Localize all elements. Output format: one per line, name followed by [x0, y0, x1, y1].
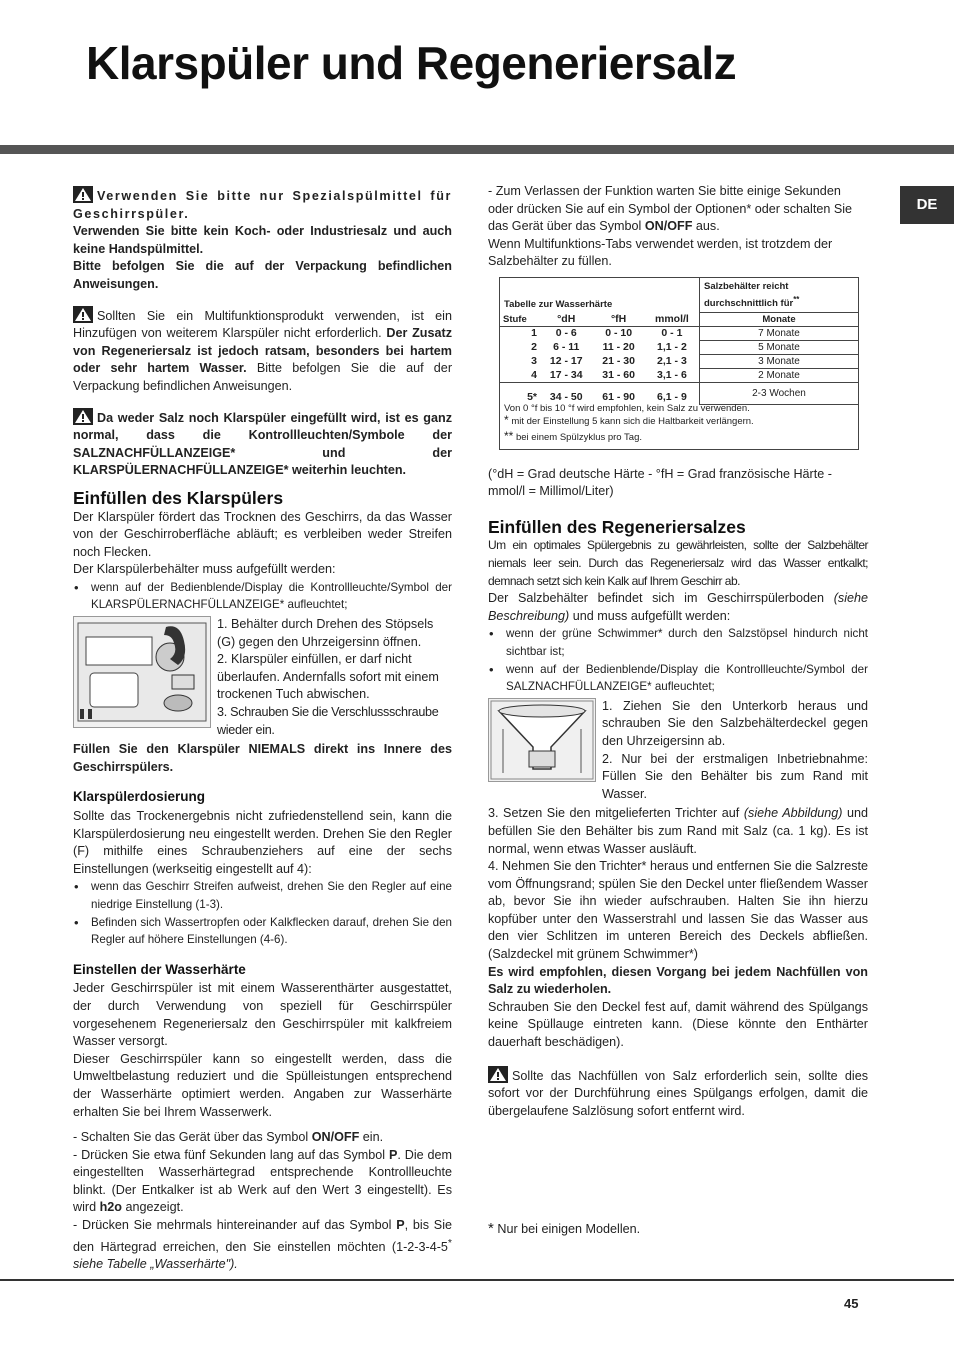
- multitabs-text: Wenn Multifunktions-Tabs verwendet werden, ist trotzdem der Salzbehälter zu füllen.: [488, 236, 833, 269]
- dosage-text: Sollte das Trockenergebnis nicht zufriedenstellend sein, kann die Klarspülerdosierung neu eingestellt werden. Drehen Sie den Regler (F) mithilfe eines Schraubenziehers auf eine der sechs Einstellungen (werkseitig eingestellt auf 4):: [73, 809, 452, 876]
- warning-block-3: [73, 408, 452, 480]
- table-note-1: Von 0 °f bis 10 °f wird empfohlen, kein Salz zu verwenden.: [504, 402, 750, 414]
- warning-1-line-3: Bitte befolgen Sie die auf der Verpackung befindlichen Anweisungen.: [73, 259, 452, 291]
- water-hardness-text-2: Dieser Geschirrspüler kann so eingestellt werden, dass die Umweltbelastung reduziert und die Spülleistungen entsprechend der Wasserhärte optimiert werden. Angaben zur Wasserhärte erhalten Sie bei Ihrem Wasserwerk.: [73, 1051, 452, 1119]
- table-cell-level: 5*: [500, 383, 541, 405]
- table-row: [500, 355, 859, 369]
- heading-fill-rinse-aid: Einfüllen des Klarspülers: [73, 487, 284, 508]
- water-hardness-text-1: Jeder Geschirrspüler ist mit einem Wasserenthärter ausgestattet, der durch Verwendung von speziell für Geschirrspüler vorgesehenem Regeneriersalz den Geschirrspüler mit kalkfreiem Wasser versorgt.: [73, 981, 452, 1049]
- water-hardness-table: [499, 277, 859, 450]
- table-cell-mmol: 0 - 1: [661, 327, 683, 340]
- warning-icon: [73, 186, 93, 203]
- warning-block-2: [73, 306, 452, 396]
- page-title: Klarspüler und Regeneriersalz: [86, 37, 737, 89]
- rinse-aid-step-3: 3. Schrauben Sie die Verschlussschraube wieder ein.: [217, 705, 439, 737]
- heading-water-hardness: Einstellen der Wasserhärte: [73, 961, 246, 977]
- water-hardness-step-3: - Drücken Sie mehrmals hintereinander auf das Symbol P, bis Sie den Härtegrad erreichen, den Sie einstellen möchten (1-2-3-4-5* siehe Tabelle „Wasserhärte").: [73, 1218, 453, 1272]
- footnote: * Nur bei einigen Modellen.: [488, 1220, 641, 1237]
- table-cell-fh: 0 - 10: [605, 327, 633, 340]
- language-tab: DE: [900, 186, 954, 224]
- table-cell-fh: 11 - 20: [602, 340, 635, 353]
- table-cell-dh: 12 - 17: [549, 354, 583, 367]
- table-note-3: ** bei einem Spülzyklus pro Tag.: [504, 428, 643, 443]
- dosage-bullet-2: • Befinden sich Wassertropfen oder Kalkflecken darauf, drehen Sie den Regler auf höhere Einstellungen (4-6).: [73, 914, 452, 949]
- salt-bullet-1: • wenn der grüne Schwimmer* durch den Salzstöpsel hindurch nicht sichtbar ist;: [488, 625, 868, 660]
- warning-icon: [73, 306, 93, 323]
- rinse-aid-step-2: 2. Klarspüler einfüllen, er darf nicht überlaufen. Andernfalls sofort mit einem trockenen Tuch abwischen.: [217, 652, 439, 702]
- table-note-2: * mit der Einstellung 5 kann sich die Haltbarkeit verlängern.: [504, 412, 754, 427]
- salt-warning: Sollte das Nachfüllen von Salz erforderlich sein, sollte dies sofort vor der Durchführung eines Spülgangs erfolgen, damit die übergelaufene Salzlösung sofort entfernt wird.: [488, 1066, 868, 1121]
- heading-dosage: Klarspülerdosierung: [73, 789, 206, 805]
- units-note: (°dH = Grad deutsche Härte - °fH = Grad französische Härte - mmol/l = Millimol/Liter): [488, 466, 832, 499]
- table-row: [500, 327, 859, 341]
- salt-step-2: 2. Nur bei der erstmaligen Inbetriebnahme: Füllen Sie den Behälter bis zum Rand mit Wasser.: [602, 751, 868, 801]
- warning-3-text: Da weder Salz noch Klarspüler eingefüllt wird, ist es ganz normal, dass die Kontrollleuchten/Symbole der SALZNACHFÜLLANZEIGE* und der KLARSPÜLERNACHFÜLLANZEIGE* weiterhin leuchten.: [73, 410, 452, 478]
- table-header-dh: °dH: [540, 313, 592, 327]
- table-cell-fh: 61 - 90: [592, 383, 644, 405]
- heading-fill-salt: Einfüllen des Regeneriersalzes: [488, 516, 746, 537]
- table-row: [500, 341, 859, 355]
- table-header-fh: °fH: [592, 313, 644, 327]
- warning-2-text: Sollten Sie ein Multifunktionsprodukt verwenden, ist ein Hinzufügen von weiterem Klarspüler nicht erforderlich.: [73, 308, 452, 341]
- table-caption: Tabelle zur Wasserhärte: [500, 277, 700, 312]
- header-divider: [0, 145, 954, 154]
- table-row: [500, 383, 859, 405]
- table-row: [500, 369, 859, 383]
- salt-close-cap-text: Schrauben Sie den Deckel fest auf, damit während des Spülgangs keine Spüllauge eintreten kann. (Diese könnte den Enthärter dauerhaft beschädigen).: [488, 999, 868, 1050]
- salt-step-1: 1. Ziehen Sie den Unterkorb heraus und schrauben Sie den Salzbehälterdeckel gegen den Uhrzeigersinn ab.: [602, 698, 868, 748]
- table-cell-mmol: 1,1 - 2: [657, 340, 687, 353]
- table-header-mmol: mmol/l: [645, 313, 700, 327]
- table-header-level: Stufe: [500, 313, 541, 327]
- warning-1-line-1: Verwenden Sie bitte nur Spezialspülmittel für Geschirrspüler.: [73, 189, 452, 221]
- table-cell-fh: 21 - 30: [602, 354, 635, 367]
- table-cell-mmol: 6,1 - 9: [645, 383, 700, 405]
- rinse-aid-dispenser-illustration: [73, 616, 211, 728]
- water-hardness-step-2: - Drücken Sie etwa fünf Sekunden lang auf das Symbol P. Die dem eingestellten Wasserhärtegrad entsprechende Kontrollleuchte blinkt. (Der Entkalker ist ab Werk auf den Wert 3 eingestellt). Es wird h2o angezeigt.: [73, 1147, 452, 1215]
- rinse-aid-intro: Der Klarspüler fördert das Trocknen des Geschirrs, da das Wasser von der Geschirroberfläche abläuft; es verbleiben weder Streifen noch Flecken.: [73, 509, 452, 559]
- rinse-aid-when: Der Klarspülerbehälter muss aufgefüllt werden:: [73, 562, 336, 577]
- warning-2-end: Bitte befolgen Sie die auf der Verpackung befindlichen Anweisungen.: [73, 361, 453, 393]
- table-cell-mmol: 3,1 - 6: [657, 368, 687, 381]
- table-cell-dh: 34 - 50: [540, 383, 592, 405]
- page-number: 45: [844, 1296, 859, 1311]
- table-cell-duration: 5 Monate: [700, 341, 859, 355]
- left-column: [73, 186, 452, 1274]
- table-cell-dh: 6 - 11: [553, 340, 580, 353]
- salt-repeat-note: Es wird empfohlen, diesen Vorgang bei jedem Nachfüllen von Salz zu wiederholen.: [488, 964, 868, 997]
- salt-bullet-2: • wenn auf der Bedienblende/Display die Kontrollleuchte/Symbol der SALZNACHFÜLLANZEIGE* aufleuchtet;: [488, 661, 868, 696]
- salt-intro: Um ein optimales Spülergebnis zu gewährleisten, sollte der Salzbehälter niemals leer sein. Durch das Regeneriersalz wird das Wasser entkalkt; demnach setzt sich kein Kalk auf Ihrem Geschirr ab.: [488, 538, 868, 588]
- salt-step-4: 4. Nehmen Sie den Trichter* heraus und entfernen Sie die Salzreste vom Öffnungsrand; spülen Sie den Deckel unter fließendem Wasser ab, bevor Sie ihn wieder aufschrauben. Halten Sie ihn hierzu kopfüber unter den Wasserstrahl und lassen Sie das Wasser aus den vier Schlitzen im unteren Bereich des Deckels abfließen. (Salzdeckel mit grünem Schwimmer*): [488, 859, 868, 962]
- salt-location: Der Salzbehälter befindet sich im Geschirrspülerboden (siehe Beschreibung) und muss aufgefüllt werden:: [488, 591, 869, 623]
- table-cell-duration: 2 Monate: [700, 369, 859, 383]
- table-cell-mmol: 2,1 - 3: [657, 354, 687, 367]
- table-cell-level: 3: [500, 355, 541, 369]
- salt-step-3: 3. Setzen Sie den mitgelieferten Trichter auf (siehe Abbildung) und befüllen Sie den Behälter bis zum Rand mit Salz (ca. 1 kg). Es ist normal, wenn etwas Wasser ausläuft.: [488, 806, 868, 856]
- rinse-aid-step-1: 1. Behälter durch Drehen des Stöpsels (G) gegen den Uhrzeigersinn öffnen.: [217, 617, 434, 649]
- table-cell-level: 1: [500, 327, 541, 341]
- rinse-aid-bullet: • wenn auf der Bedienblende/Display die Kontrollleuchte/Symbol der KLARSPÜLERNACHFÜLLANZEIGE* aufleuchtet;: [73, 579, 452, 614]
- table-cell-level: 4: [500, 369, 541, 383]
- warning-icon: [488, 1066, 508, 1083]
- salt-funnel-illustration: [488, 698, 596, 782]
- table-cell-fh: 31 - 60: [602, 368, 635, 381]
- table-cell-duration: 2-3 Wochen: [700, 383, 859, 405]
- warning-icon: [73, 408, 93, 425]
- exit-function-text: - Zum Verlassen der Funktion warten Sie bitte einige Sekunden oder drücken Sie auf ein Symbol der Optionen* oder schalten Sie das Gerät über das Symbol ON/OFF aus.: [488, 184, 853, 234]
- water-hardness-step-1: - Schalten Sie das Gerät über das Symbol ON/OFF ein.: [73, 1130, 384, 1145]
- footer-divider: [0, 1279, 954, 1281]
- right-column: [488, 183, 868, 1120]
- table-header-months: Monate: [700, 313, 859, 327]
- dosage-bullet-1: • wenn das Geschirr Streifen aufweist, drehen Sie den Regler auf eine niedrige Einstellung (1-3).: [73, 878, 452, 913]
- warning-1-line-2: Verwenden Sie bitte kein Koch- oder Industriesalz und auch keine Handspülmittel.: [73, 224, 452, 256]
- warning-block-1: [73, 186, 452, 294]
- warning-2-bold: Der Zusatz von Regeneriersalz ist jedoch ratsam, besonders bei hartem oder sehr hartem Wasser.: [73, 326, 452, 376]
- table-cell-dh: 0 - 6: [555, 327, 577, 340]
- table-cell-duration: 3 Monate: [700, 355, 859, 369]
- table-cell-duration: 7 Monate: [700, 327, 859, 341]
- table-cell-level: 2: [500, 341, 541, 355]
- table-cell-dh: 17 - 34: [549, 368, 583, 381]
- table-container-header: Salzbehälter reicht durchschnittlich für**: [700, 277, 859, 312]
- rinse-aid-never-note: Füllen Sie den Klarspüler NIEMALS direkt ins Innere des Geschirrspülers.: [73, 742, 452, 774]
